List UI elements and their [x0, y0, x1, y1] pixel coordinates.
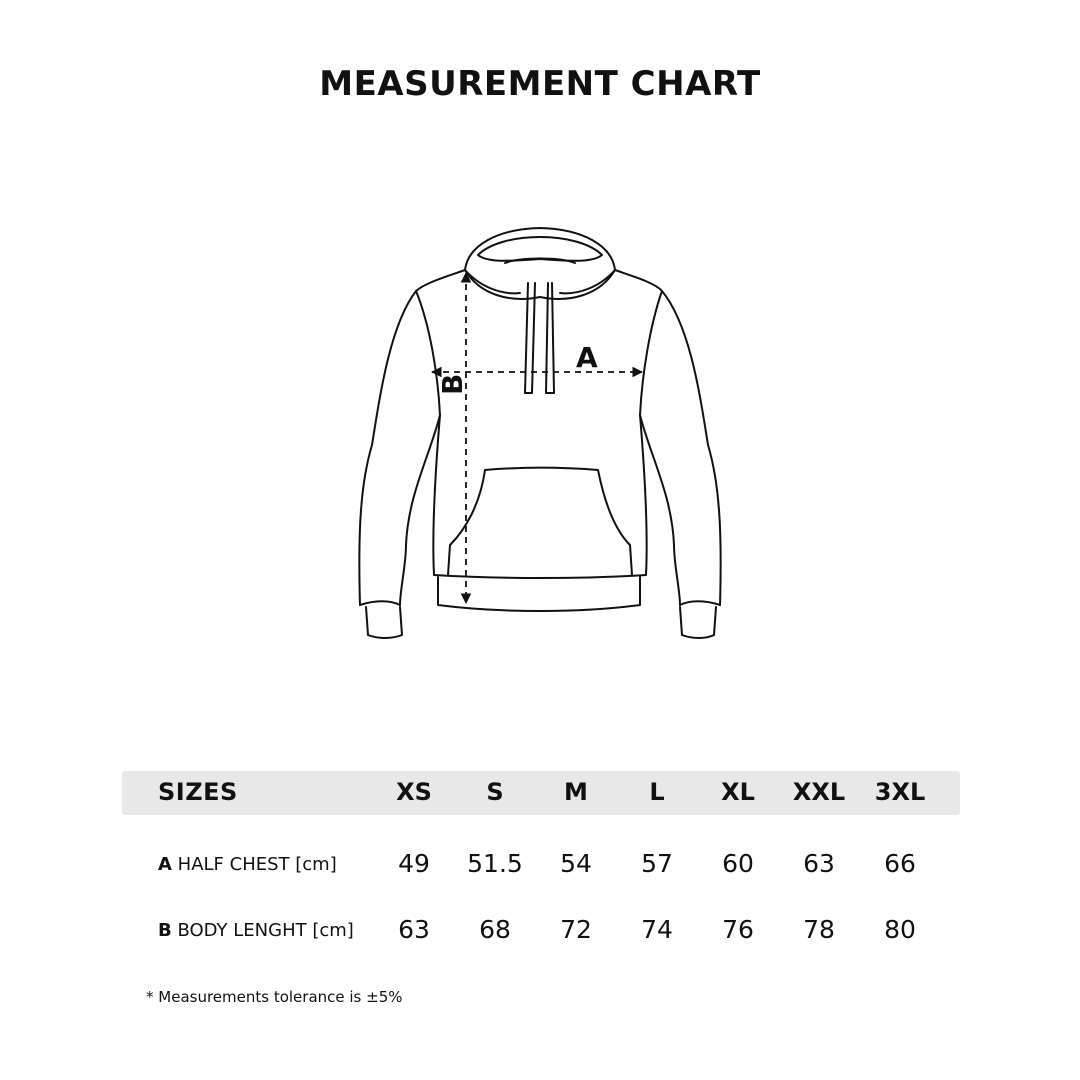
row-label-text: HALF CHEST [cm] [177, 854, 337, 875]
size-header-xxl: XXL [792, 778, 846, 806]
label-b: B [436, 373, 469, 395]
label-a: A [576, 341, 598, 374]
table-cell: 66 [884, 849, 916, 878]
row-label-body-length [158, 920, 354, 941]
table-cell: 80 [884, 915, 916, 944]
row-letter: A [158, 854, 172, 875]
size-header-xs: XS [396, 778, 432, 806]
hoodie-outline-icon [330, 215, 750, 655]
table-cell: 78 [803, 915, 835, 944]
table-cell: 63 [803, 849, 835, 878]
row-letter: B [158, 920, 172, 941]
size-header-s: S [486, 778, 504, 806]
table-cell: 51.5 [467, 849, 523, 878]
table-row-body-length [122, 912, 960, 952]
table-header [122, 771, 960, 815]
table-cell: 72 [560, 915, 592, 944]
size-header-3xl: 3XL [874, 778, 926, 806]
size-header-l: L [649, 778, 665, 806]
table-cell: 74 [641, 915, 673, 944]
sizes-header-label: SIZES [158, 778, 238, 806]
size-header-xl: XL [721, 778, 755, 806]
table-cell: 54 [560, 849, 592, 878]
page-title: MEASUREMENT CHART [319, 64, 761, 104]
row-label-half-chest [158, 854, 337, 875]
row-label-text: BODY LENGHT [cm] [177, 920, 354, 941]
table-cell: 76 [722, 915, 754, 944]
table-cell: 57 [641, 849, 673, 878]
table-cell: 68 [479, 915, 511, 944]
size-header-m: M [564, 778, 588, 806]
table-cell: 60 [722, 849, 754, 878]
tolerance-note: * Measurements tolerance is ±5% [146, 988, 403, 1006]
table-row-half-chest [122, 846, 960, 886]
table-cell: 63 [398, 915, 430, 944]
table-cell: 49 [398, 849, 430, 878]
